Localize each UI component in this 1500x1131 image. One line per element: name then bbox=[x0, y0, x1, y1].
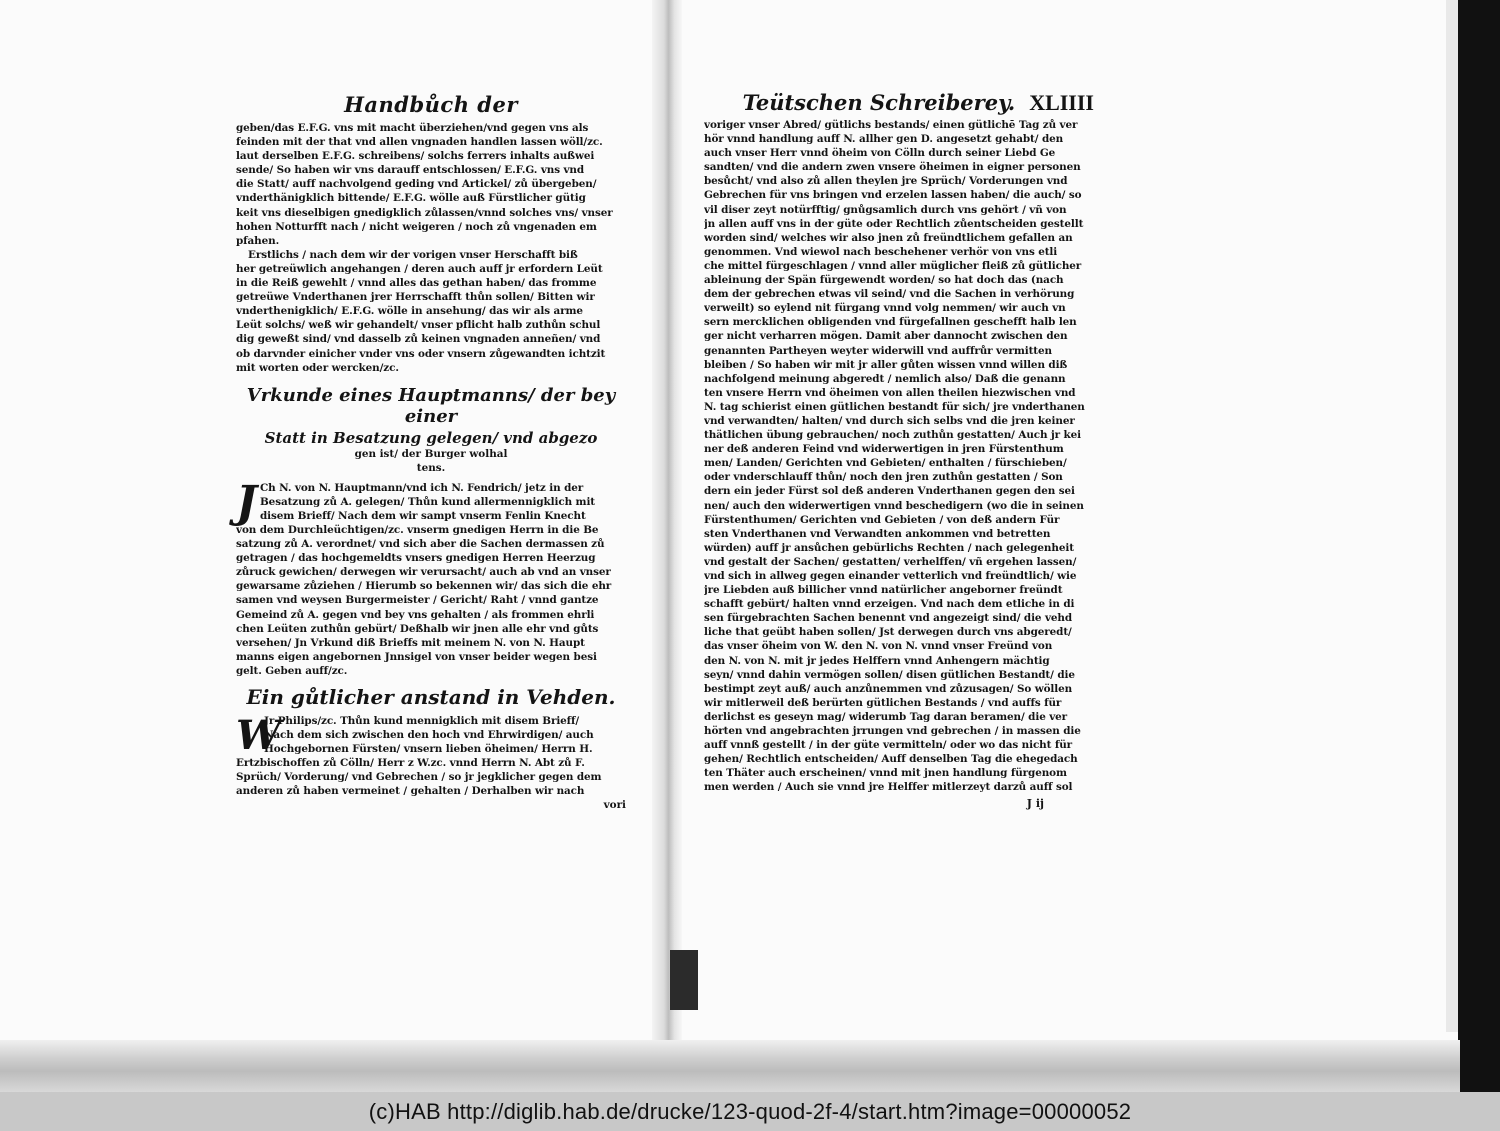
text-line: oder vnderschlauff thůn/ noch den jren zuthůn gestatten / Son bbox=[704, 471, 1063, 484]
text-line: feinden mit der that vnd allen vngnaden handlen lassen wöll/zc. bbox=[236, 136, 603, 149]
text-line: Fürstenthumen/ Gerichten vnd Gebieten / von deß andern Für bbox=[704, 513, 1060, 526]
text-line: gewarsame zůziehen / Hierumb so bekennen wir/ das sich die ehr bbox=[236, 580, 612, 593]
text-line: verweilt) so eylend nit fürgang vnnd volg nemmen/ wir auch vn bbox=[704, 302, 1066, 315]
text-line: keit vns dieselbigen gnedigklich zůlassen/vnnd solches vns/ vnser bbox=[236, 206, 613, 219]
text-line: disem Brieff/ Nach dem wir sampt vnserm Fenlin Knecht bbox=[260, 509, 586, 522]
text-line: vnd gestalt der Sachen/ gestatten/ verhelffen/ vñ ergehen lassen/ bbox=[704, 555, 1077, 568]
copyright-url: (c)HAB http://diglib.hab.de/drucke/123-quod-2f-4/start.htm?image=00000052 bbox=[368, 1098, 1132, 1124]
text-line: Ertzbischoffen zů Cölln/ Herr z W.zc. vnnd Herrn N. Abt zů F. bbox=[236, 757, 585, 770]
text-line: besůcht/ vnd also zů allen theylen jre Sprüch/ Vorderungen vnd bbox=[704, 175, 1068, 188]
text-line: che mittel fürgeschlagen / vnnd aller müglicher fleiß zů gütlicher bbox=[704, 259, 1082, 272]
text-line: auff vnnß gestellt / in der güte vermitteln/ oder wo das nicht für bbox=[704, 739, 1073, 752]
text-line: bleiben / So haben wir mit jr aller gůten wissen vnnd willen diß bbox=[704, 358, 1068, 371]
text-line: Nach dem sich zwischen den hoch vnd Ehrwirdigen/ auch bbox=[264, 729, 594, 742]
text-line: hör vnnd handlung auff N. allher gen D. angesetzt gehabt/ den bbox=[704, 133, 1064, 146]
text-line: geben/das E.F.G. vns mit macht überziehen/vnd gegen vns als bbox=[236, 122, 589, 134]
text-line: sandten/ vnd die andern zwen vnsere öheimen in eigner personen bbox=[704, 161, 1081, 174]
text-line: zůruck gewichen/ derwegen wir verursacht/ auch ab vnd an vnser bbox=[236, 566, 611, 579]
text-line: genannten Partheyen weyter widerwill vnd auffrůr vermitten bbox=[704, 344, 1052, 357]
text-line: Gebrechen für vns bringen vnd erzelen lassen haben/ die auch/ so bbox=[704, 189, 1082, 202]
text-line: ner deß anderen Feind vnd widerwertigen in jren Fürstenthum bbox=[704, 443, 1064, 456]
text-line: hohen Notturfft nach / nicht weigeren / noch zů vngenaden em bbox=[236, 220, 597, 233]
text-line: laut derselben E.F.G. schreibens/ solchs ferrers inhalts außwei bbox=[236, 150, 595, 163]
text-line: Erstlichs / nach dem wir der vorigen vnser Herschafft biß bbox=[248, 248, 578, 261]
section-heading-line: tens. bbox=[416, 461, 446, 474]
text-line: mit worten oder wercken/zc. bbox=[236, 361, 399, 374]
text-line: gelt. Geben auff/zc. bbox=[236, 664, 348, 677]
gutter-shadow bbox=[670, 950, 698, 1010]
text-line: die Statt/ auff nachvolgend geding vnd Artickel/ zů übergeben/ bbox=[236, 178, 597, 191]
decorated-initial: W bbox=[236, 712, 281, 759]
text-line: Hochgebornen Fürsten/ vnsern lieben öheimen/ Herrn H. bbox=[264, 743, 593, 756]
text-line: chen Leüten zuthůn gebürt/ Deßhalb wir jnen alle ehr vnd gůts bbox=[236, 622, 599, 635]
text-line: ten Thäter auch erscheinen/ vnnd mit jnen handlung fürgenom bbox=[704, 767, 1067, 780]
text-line: manns eigen angebornen Jnnsigel von vnser beider wegen besi bbox=[236, 650, 597, 663]
text-line: voriger vnser Abred/ gütlichs bestands/ einen gütlichē Tag zů ver bbox=[704, 119, 1078, 131]
text-line: ableinung der Spän fürgewendt worden/ so hat doch das (nach bbox=[704, 274, 1064, 287]
text-line: auch vnser Herr vnnd öheim von Cölln durch seiner Liebd Ge bbox=[704, 147, 1056, 160]
text-line: schafft gebürt/ halten vnnd erzeigen. Vnd nach dem etliche in di bbox=[704, 598, 1075, 611]
text-line: sten Vnderthanen vnd Verwandten ankommen vnd betretten bbox=[704, 527, 1051, 540]
paragraph-3 bbox=[236, 476, 626, 678]
text-line: satzung zů A. verordnet/ vnd sich aber die Sachen dermassen zů bbox=[236, 538, 605, 551]
book-gutter bbox=[652, 0, 682, 1060]
text-line: getragen / das hochgemeldts vnsers gnedigen Herren Heerzug bbox=[236, 552, 596, 565]
section-heading-urkunde: Vrkunde eines Hauptmanns/ der bey einer bbox=[246, 384, 616, 427]
footer-bar bbox=[0, 1092, 1500, 1131]
text-line: Gemeind zů A. gegen vnd bey vns gehalten / als frommen ehrli bbox=[236, 608, 595, 621]
folio-number: XLIIII bbox=[1029, 90, 1094, 115]
text-line: ob darvnder einicher vnder vns oder vnsern zůgewandten ichtzit bbox=[236, 347, 606, 360]
text-line: gehen/ Rechtlich entscheiden/ Auff denselben Tag die ehegedach bbox=[704, 753, 1078, 766]
signature-mark: J ij bbox=[1026, 796, 1044, 810]
text-line: thätlichen übung gebrauchen/ noch zuthůn gestatten/ Auch jr kei bbox=[704, 429, 1081, 442]
paragraph-1 bbox=[236, 121, 626, 248]
text-line: vnderthänigklich bittende/ E.F.G. wölle auß Fürstlicher gütig bbox=[236, 192, 586, 205]
section-heading-line: gen ist/ der Burger wolhal bbox=[354, 447, 508, 460]
text-line: nen/ auch den widerwertigen vnnd beschedigern (wo die in seinen bbox=[704, 499, 1084, 512]
text-line: den N. von N. mit jr jedes Helffern vnnd Anhengern mächtig bbox=[704, 654, 1050, 667]
text-line: jre Liebden auß billicher vnnd natürlicher angeborner freündt bbox=[704, 584, 1063, 597]
text-line: hörten vnd angebrachten jrrungen vnd gebrechen / in massen die bbox=[704, 725, 1081, 738]
text-line: vil diser zeyt notürfftig/ gnůgsamlich durch vns gehört / vñ von bbox=[704, 203, 1067, 216]
text-line: vnd verwandten/ halten/ vnd durch sich selbs vnd die jren keiner bbox=[704, 414, 1075, 427]
text-line: pfahen. bbox=[236, 234, 280, 247]
text-line: Ch N. von N. Hauptmann/vnd ich N. Fendrich/ jetz in der bbox=[260, 481, 584, 494]
scan-border-right bbox=[1458, 0, 1500, 1092]
text-line: Besatzung zů A. gelegen/ Thůn kund allermennigklich mit bbox=[260, 495, 595, 508]
text-line: getreüwe Vnderthanen jrer Herrschafft thůn sollen/ Bitten wir bbox=[236, 291, 595, 304]
paragraph-2 bbox=[236, 248, 626, 375]
left-running-head: Handbůch der bbox=[344, 92, 518, 117]
text-line: samen vnd weysen Burgermeister / Gericht/ Raht / vnnd gantze bbox=[236, 594, 599, 607]
paragraph-4 bbox=[236, 714, 626, 799]
text-line: Jr Philips/zc. Thůn kund mennigklich mit disem Brieff/ bbox=[264, 715, 580, 727]
section-heading-line: Statt in Besatzung gelegen/ vnd abgezo bbox=[264, 428, 598, 447]
text-line: sen fürgebrachten Sachen benennt vnd angezeigt sind/ die vehd bbox=[704, 612, 1073, 625]
section-heading-anstand: Ein gůtlicher anstand in Vehden. bbox=[246, 685, 616, 709]
text-line: vnderthenigklich/ E.F.G. wölle in ansehung/ das wir als arme bbox=[236, 305, 583, 318]
text-line: von dem Durchleüchtigen/zc. vnserm gnedigen Herrn in die Be bbox=[236, 523, 599, 536]
text-line: anderen zů haben vermeinet / gehalten / Derhalben wir nach bbox=[236, 785, 585, 798]
right-body-text bbox=[704, 118, 1094, 795]
text-line: her getreüwlich angehangen / deren auch auff jr erfordern Leüt bbox=[236, 262, 603, 275]
text-line: worden sind/ welches wir also jnen zů freündtlichem gefallen an bbox=[704, 231, 1073, 244]
scan-border-bottom bbox=[0, 1040, 1460, 1092]
text-line: nachfolgend meinung abgeredt / nemlich also/ Daß die genann bbox=[704, 372, 1066, 385]
text-line: versehen/ Jn Vrkund diß Brieffs mit meinem N. von N. Haupt bbox=[236, 636, 585, 649]
text-line: Sprüch/ Vorderung/ vnd Gebrechen / so jr jegklicher gegen dem bbox=[236, 771, 602, 784]
text-line: sern mercklichen obligenden vnd fürgefallnen geschefft halb len bbox=[704, 316, 1077, 329]
text-line: dig geweßt sind/ vnd dasselb zů keinen vngnaden anneñen/ vnd bbox=[236, 333, 601, 346]
text-line: dem der gebrechen etwas vil seind/ vnd die Sachen in verhörung bbox=[704, 288, 1075, 301]
text-line: N. tag schierist einen gütlichen bestandt für sich/ jre vnderthanen bbox=[704, 400, 1085, 413]
text-line: ten vnsere Herrn vnd öheimen von allen theilen hiezwischen vnd bbox=[704, 386, 1076, 399]
text-line: wir mitlerweil deß berürten gütlichen Bestands / vnd auffs für bbox=[704, 696, 1062, 709]
text-line: vnd sich in allweg gegen einander vetterlich vnd freündtlich/ wie bbox=[704, 570, 1077, 582]
text-line: men werden / Auch sie vnnd jre Helffer mitlerzeyt darzů auff sol bbox=[704, 781, 1073, 794]
text-line: das vnser öheim von W. den N. von N. vnnd vnser Freünd von bbox=[704, 640, 1053, 653]
text-line: jn allen auff vns in der güte oder Rechtlich zůentscheiden gestellt bbox=[704, 217, 1084, 230]
running-head-title: Teütschen Schreiberey. bbox=[742, 90, 1016, 115]
text-line: seyn/ vnnd dahin vermögen sollen/ disen gütlichen Bestandt/ die bbox=[704, 668, 1075, 681]
catchword: vori bbox=[603, 798, 626, 811]
right-running-head bbox=[704, 90, 1094, 116]
left-page bbox=[236, 92, 626, 811]
text-line: genommen. Vnd wiewol nach beschehener verhör von vns etli bbox=[704, 245, 1058, 258]
text-line: men/ Landen/ Gerichten vnd Gebieten/ enthalten / fürschieben/ bbox=[704, 457, 1067, 470]
decorated-initial: J bbox=[236, 476, 257, 528]
text-line: in die Reiß gewehlt / vnnd alles das gethan haben/ das fromme bbox=[236, 277, 597, 290]
text-line: ger nicht verharren mögen. Damit aber dannocht zwischen den bbox=[704, 330, 1068, 343]
text-line: derlichst es geseyn mag/ widerumb Tag daran beramen/ die ver bbox=[704, 710, 1068, 723]
text-line: bestimpt zeyt auß/ auch anzůnemmen vnd zůzusagen/ So wöllen bbox=[704, 682, 1073, 695]
text-line: sende/ So haben wir vns darauff entschlossen/ E.F.G. vns vnd bbox=[236, 164, 585, 177]
text-line: dern ein jeder Fürst sol deß anderen Vnderthanen gegen den sei bbox=[704, 485, 1075, 498]
right-page bbox=[704, 90, 1094, 810]
text-line: Leüt solchs/ weß wir gehandelt/ vnser pflicht halb zuthůn schul bbox=[236, 319, 601, 332]
text-line: würden) auff jr ansůchen gebürlichs Rechten / nach gelegenheit bbox=[704, 541, 1074, 554]
text-line: liche that geübt haben sollen/ Jst derwegen durch vns abgeredt/ bbox=[704, 626, 1072, 639]
